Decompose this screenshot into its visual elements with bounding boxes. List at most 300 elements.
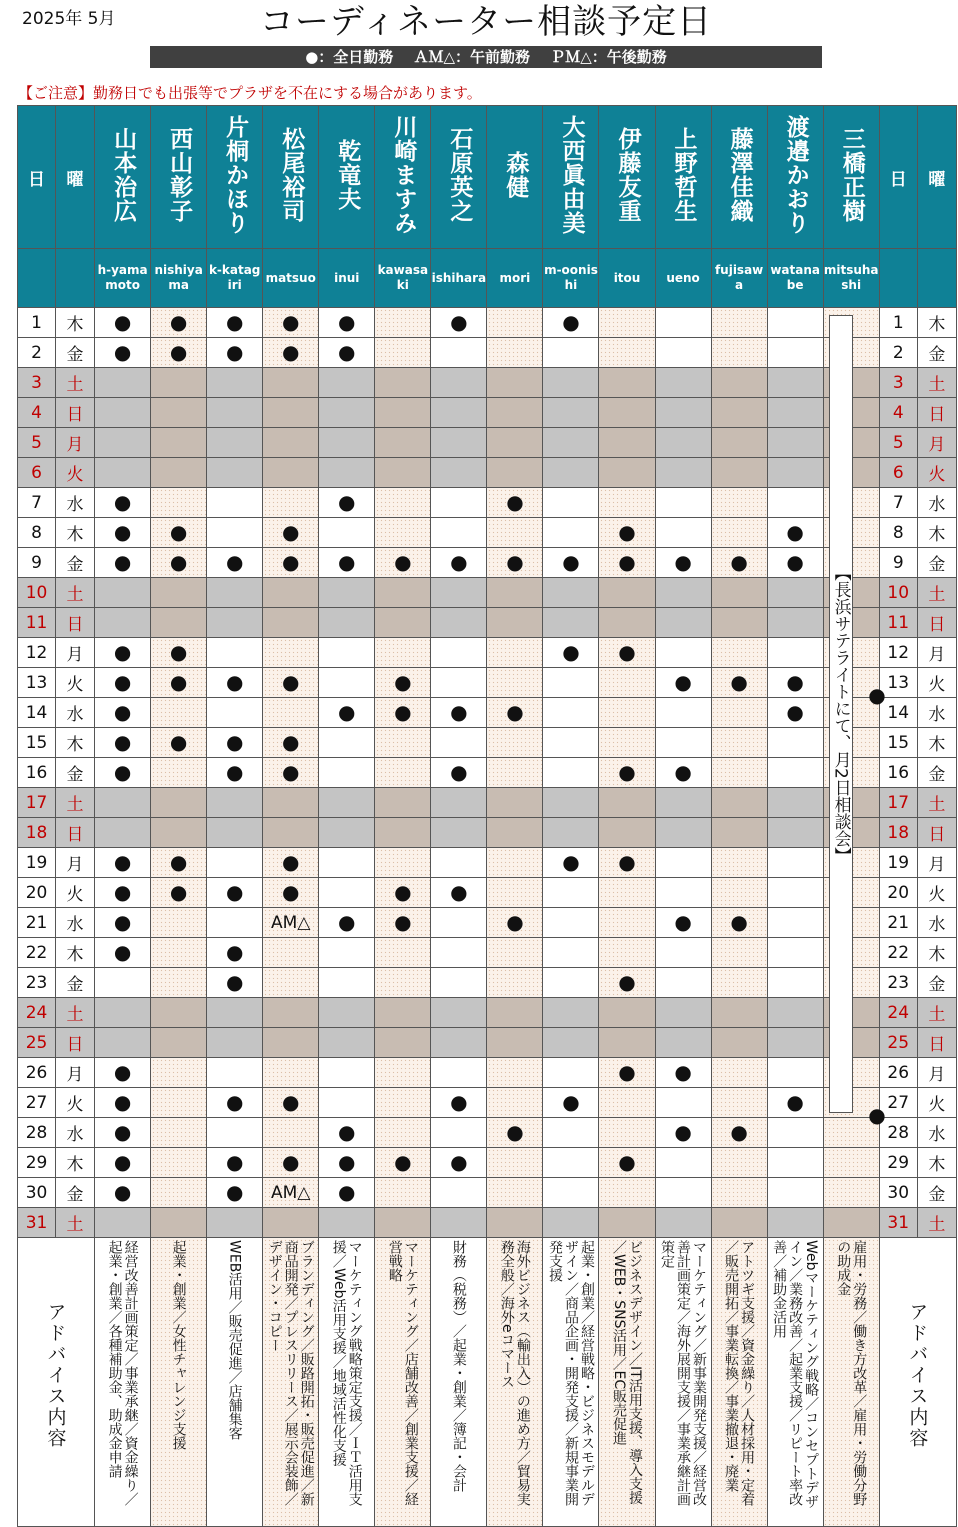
day-number-right: 18	[879, 818, 917, 848]
schedule-cell	[599, 578, 655, 608]
coordinator-name-header	[319, 106, 375, 249]
schedule-cell	[207, 1208, 263, 1238]
advice-text: 経営改善計画策定／事業承継／資金繰り／起業・創業／各種補助金、助成金申請	[95, 1238, 151, 1527]
schedule-cell	[263, 1148, 319, 1178]
schedule-cell	[319, 698, 375, 728]
schedule-cell	[823, 1178, 879, 1208]
weekday-right: 土	[917, 998, 956, 1028]
weekday: 水	[56, 698, 95, 728]
work-day-mark: ●	[113, 759, 132, 784]
schedule-cell	[95, 698, 151, 728]
weekday: 土	[56, 578, 95, 608]
schedule-cell	[95, 1028, 151, 1058]
work-day-mark: ●	[562, 1089, 580, 1114]
schedule-cell	[263, 1058, 319, 1088]
schedule-cell	[95, 878, 151, 908]
schedule-cell	[207, 1058, 263, 1088]
work-day-mark: ●	[169, 339, 188, 364]
day-number: 10	[18, 578, 56, 608]
day-number: 16	[18, 758, 56, 788]
schedule-cell	[655, 728, 711, 758]
weekday: 土	[56, 368, 95, 398]
schedule-cell	[487, 728, 543, 758]
work-day-mark: ●	[169, 849, 188, 874]
work-day-mark: ●	[674, 669, 692, 694]
schedule-cell	[599, 638, 655, 668]
schedule-cell	[599, 458, 655, 488]
schedule-cell	[95, 638, 151, 668]
schedule-cell	[543, 818, 599, 848]
day-row	[18, 698, 957, 728]
schedule-cell	[431, 848, 487, 878]
schedule-cell	[95, 668, 151, 698]
weekday-right: 日	[917, 1028, 956, 1058]
work-day-mark: ●	[113, 939, 132, 964]
schedule-cell	[599, 518, 655, 548]
schedule-cell	[207, 668, 263, 698]
coordinator-name-header	[207, 106, 263, 249]
schedule-cell	[375, 578, 431, 608]
schedule-cell	[263, 908, 319, 938]
schedule-cell	[767, 338, 823, 368]
weekday-right: 金	[917, 968, 956, 998]
work-day-mark: ●	[282, 549, 300, 574]
schedule-cell	[655, 518, 711, 548]
schedule-cell	[655, 818, 711, 848]
schedule-cell	[767, 308, 823, 338]
weekday-right: 火	[917, 458, 956, 488]
schedule-cell	[207, 608, 263, 638]
coordinator-id: ishihara	[431, 249, 487, 308]
weekday: 水	[56, 488, 95, 518]
day-number: 14	[18, 698, 56, 728]
schedule-cell	[711, 338, 767, 368]
weekday-right: 土	[917, 1208, 956, 1238]
schedule-cell	[207, 548, 263, 578]
schedule-cell	[207, 848, 263, 878]
schedule-cell	[319, 428, 375, 458]
work-day-mark: ●	[450, 1089, 468, 1114]
weekday-right: 水	[917, 488, 956, 518]
schedule-cell	[487, 968, 543, 998]
schedule-cell	[319, 938, 375, 968]
schedule-cell	[767, 638, 823, 668]
weekday: 火	[56, 1088, 95, 1118]
work-day-mark: ●	[113, 1119, 132, 1144]
schedule-cell	[599, 1088, 655, 1118]
schedule-cell	[95, 1208, 151, 1238]
day-row	[18, 938, 957, 968]
schedule-cell	[487, 338, 543, 368]
day-row	[18, 848, 957, 878]
coordinator-name-header	[711, 106, 767, 249]
schedule-cell	[207, 878, 263, 908]
weekday: 金	[56, 548, 95, 578]
coordinator-name-header	[767, 106, 823, 249]
schedule-cell	[655, 848, 711, 878]
schedule-cell	[375, 1118, 431, 1148]
schedule-cell	[767, 1058, 823, 1088]
work-day-mark: ●	[225, 759, 244, 784]
day-number-right: 28	[879, 1118, 917, 1148]
schedule-cell	[375, 488, 431, 518]
work-day-mark: ●	[282, 669, 300, 694]
schedule-cell	[95, 998, 151, 1028]
day-number-right: 5	[879, 428, 917, 458]
work-day-mark: ●	[338, 549, 356, 574]
schedule-cell	[95, 968, 151, 998]
day-number: 24	[18, 998, 56, 1028]
advice-text: ビジネスデザイン／IT活用支援、導入支援／WEB・SNS活用／EC販売促進	[599, 1238, 655, 1527]
schedule-cell	[375, 608, 431, 638]
schedule-cell	[655, 308, 711, 338]
schedule-cell	[151, 668, 207, 698]
schedule-cell	[319, 758, 375, 788]
day-row	[18, 368, 957, 398]
coordinator-name-header	[263, 106, 319, 249]
schedule-cell	[543, 1118, 599, 1148]
day-number-right: 20	[879, 878, 917, 908]
schedule-cell	[151, 848, 207, 878]
weekday-right: 火	[917, 668, 956, 698]
advice-text: 海外ビジネス（輸出入）の進め方／貿易実務全般／海外eコマース	[487, 1238, 543, 1527]
schedule-cell	[95, 758, 151, 788]
advice-label-right: アドバイス内容	[879, 1238, 956, 1527]
weekday-right: 土	[917, 368, 956, 398]
work-mark: AM△	[271, 1182, 311, 1203]
schedule-cell	[655, 578, 711, 608]
schedule-cell	[151, 488, 207, 518]
schedule-cell	[431, 488, 487, 518]
schedule-cell	[711, 758, 767, 788]
work-day-mark: ●	[506, 1119, 524, 1144]
day-row	[18, 878, 957, 908]
day-number-right: 25	[879, 1028, 917, 1058]
schedule-cell	[207, 488, 263, 518]
schedule-cell	[543, 1178, 599, 1208]
schedule-cell	[151, 458, 207, 488]
day-row	[18, 1208, 957, 1238]
coordinator-id: m-oonishi	[543, 249, 599, 308]
schedule-cell	[599, 938, 655, 968]
coordinator-id: itou	[599, 249, 655, 308]
schedule-cell	[375, 668, 431, 698]
schedule-cell	[263, 338, 319, 368]
schedule-cell	[599, 1178, 655, 1208]
schedule-cell	[599, 1118, 655, 1148]
schedule-cell	[375, 698, 431, 728]
schedule-cell	[431, 1118, 487, 1148]
schedule-cell	[207, 728, 263, 758]
schedule-cell	[767, 608, 823, 638]
day-row	[18, 728, 957, 758]
coordinator-name-header	[375, 106, 431, 249]
work-mark: AM△	[271, 912, 311, 933]
work-day-mark: ●	[618, 519, 636, 544]
weekday: 金	[56, 968, 95, 998]
weekday: 日	[56, 1028, 95, 1058]
schedule-cell	[431, 938, 487, 968]
weekday: 月	[56, 428, 95, 458]
day-row	[18, 338, 957, 368]
day-number: 7	[18, 488, 56, 518]
day-number: 11	[18, 608, 56, 638]
schedule-cell	[767, 938, 823, 968]
schedule-cell	[431, 908, 487, 938]
advice-text: Webマーケティング戦略／コンセプトデザイン／業務改善／起業支援／リピート率改善／補助金活用	[767, 1238, 823, 1527]
schedule-cell	[375, 968, 431, 998]
schedule-cell	[767, 1148, 823, 1178]
work-day-mark: ●	[113, 849, 132, 874]
advice-text: アトツギ支援／資金繰り／人材採用・定着／販売開拓／事業転換／事業撤退・廃業	[711, 1238, 767, 1527]
work-day-mark: ●	[730, 669, 748, 694]
schedule-cell	[95, 458, 151, 488]
work-day-mark: ●	[618, 969, 636, 994]
schedule-cell	[711, 1118, 767, 1148]
schedule-cell	[543, 698, 599, 728]
work-day-mark: ●	[450, 549, 468, 574]
schedule-cell	[767, 758, 823, 788]
schedule-cell	[207, 458, 263, 488]
day-number-right: 22	[879, 938, 917, 968]
work-day-mark: ●	[786, 549, 804, 574]
schedule-cell	[319, 1028, 375, 1058]
schedule-cell	[95, 818, 151, 848]
schedule-cell	[599, 608, 655, 638]
schedule-cell	[711, 908, 767, 938]
weekday-right: 木	[917, 1148, 956, 1178]
schedule-cell	[151, 1178, 207, 1208]
schedule-cell	[375, 1148, 431, 1178]
schedule-cell	[543, 758, 599, 788]
schedule-cell	[599, 728, 655, 758]
schedule-cell	[319, 968, 375, 998]
schedule-cell	[151, 1028, 207, 1058]
schedule-cell	[487, 908, 543, 938]
schedule-cell	[319, 338, 375, 368]
schedule-cell	[263, 998, 319, 1028]
schedule-cell	[543, 578, 599, 608]
schedule-cell	[599, 698, 655, 728]
schedule-cell	[263, 968, 319, 998]
weekday: 土	[56, 1208, 95, 1238]
schedule-cell	[263, 428, 319, 458]
schedule-cell	[431, 758, 487, 788]
schedule-cell	[319, 1118, 375, 1148]
advice-row	[18, 1238, 957, 1527]
schedule-cell	[207, 638, 263, 668]
day-number-right: 7	[879, 488, 917, 518]
schedule-cell	[431, 368, 487, 398]
schedule-cell	[599, 398, 655, 428]
day-number-right: 23	[879, 968, 917, 998]
weekday: 金	[56, 758, 95, 788]
schedule-cell	[263, 638, 319, 668]
schedule-cell	[151, 1148, 207, 1178]
schedule-cell	[319, 1088, 375, 1118]
schedule-cell	[263, 1028, 319, 1058]
schedule-cell	[711, 368, 767, 398]
schedule-cell	[151, 938, 207, 968]
weekday-right: 水	[917, 698, 956, 728]
day-number-right: 30	[879, 1178, 917, 1208]
work-day-mark: ●	[169, 729, 188, 754]
work-day-mark: ●	[730, 549, 748, 574]
schedule-cell	[487, 1148, 543, 1178]
schedule-cell	[95, 518, 151, 548]
schedule-cell	[767, 518, 823, 548]
day-row	[18, 818, 957, 848]
work-day-mark: ●	[562, 639, 580, 664]
work-day-mark: ●	[730, 909, 748, 934]
work-day-mark: ●	[282, 519, 300, 544]
work-day-mark: ●	[113, 549, 132, 574]
schedule-cell	[767, 1028, 823, 1058]
schedule-cell	[487, 518, 543, 548]
schedule-cell	[95, 608, 151, 638]
schedule-cell	[767, 548, 823, 578]
schedule-cell	[767, 1178, 823, 1208]
weekday: 日	[56, 398, 95, 428]
schedule-cell	[711, 428, 767, 458]
schedule-cell	[655, 758, 711, 788]
weekday: 日	[56, 818, 95, 848]
work-day-mark: ●	[225, 969, 244, 994]
schedule-cell	[599, 908, 655, 938]
schedule-cell	[655, 368, 711, 398]
schedule-cell	[599, 998, 655, 1028]
schedule-cell	[95, 428, 151, 458]
day-header-right: 日	[879, 106, 917, 249]
day-number: 3	[18, 368, 56, 398]
work-day-mark: ●	[169, 519, 188, 544]
coordinator-name-header	[823, 106, 879, 249]
schedule-cell	[655, 458, 711, 488]
schedule-cell	[655, 1058, 711, 1088]
day-row	[18, 758, 957, 788]
weekday-right: 金	[917, 1178, 956, 1208]
weekday: 木	[56, 518, 95, 548]
coordinator-name: 森健	[502, 151, 529, 199]
schedule-cell	[375, 848, 431, 878]
coordinator-name: 藤澤佳織	[726, 127, 753, 223]
coordinator-id: fujisawa	[711, 249, 767, 308]
schedule-cell	[263, 608, 319, 638]
schedule-cell	[375, 818, 431, 848]
schedule-cell	[151, 878, 207, 908]
day-row	[18, 908, 957, 938]
day-row	[18, 638, 957, 668]
schedule-cell	[543, 638, 599, 668]
schedule-cell	[599, 668, 655, 698]
schedule-cell	[431, 308, 487, 338]
coordinator-name: 上野哲生	[670, 127, 697, 223]
coordinator-name: 石原英之	[446, 127, 473, 223]
schedule-cell	[599, 428, 655, 458]
schedule-cell	[95, 548, 151, 578]
schedule-cell	[543, 908, 599, 938]
schedule-cell	[543, 968, 599, 998]
schedule-cell	[543, 728, 599, 758]
schedule-cell	[263, 668, 319, 698]
schedule-cell	[655, 1118, 711, 1148]
schedule-cell	[319, 1148, 375, 1178]
schedule-cell	[319, 548, 375, 578]
schedule-cell	[767, 488, 823, 518]
schedule-cell	[431, 728, 487, 758]
schedule-cell	[431, 1208, 487, 1238]
schedule-cell	[319, 398, 375, 428]
schedule-cell	[319, 608, 375, 638]
schedule-cell	[151, 1208, 207, 1238]
schedule-cell	[543, 458, 599, 488]
work-day-mark: ●	[674, 1119, 692, 1144]
work-day-mark: ●	[113, 1149, 132, 1174]
day-number: 2	[18, 338, 56, 368]
schedule-cell	[263, 728, 319, 758]
work-day-mark: ●	[868, 1102, 886, 1127]
work-day-mark: ●	[338, 489, 356, 514]
schedule-cell	[95, 938, 151, 968]
day-number-right: 29	[879, 1148, 917, 1178]
work-day-mark: ●	[338, 309, 356, 334]
schedule-cell	[207, 308, 263, 338]
coordinator-id: matsuo	[263, 249, 319, 308]
schedule-cell	[543, 338, 599, 368]
schedule-cell	[375, 338, 431, 368]
day-number: 13	[18, 668, 56, 698]
schedule-cell	[151, 908, 207, 938]
work-day-mark: ●	[506, 549, 524, 574]
schedule-cell	[543, 848, 599, 878]
weekday-right: 日	[917, 608, 956, 638]
coordinator-name: 山本治広	[110, 127, 137, 223]
day-row	[18, 1058, 957, 1088]
day-number-right: 1	[879, 308, 917, 338]
coordinator-name: 片桐かほり	[222, 115, 249, 235]
day-number-right: 8	[879, 518, 917, 548]
day-number: 17	[18, 788, 56, 818]
caution-note: 【ご注意】勤務日でも出張等でプラザを不在にする場合があります。	[18, 84, 482, 102]
schedule-cell	[207, 1178, 263, 1208]
day-number: 26	[18, 1058, 56, 1088]
schedule-cell	[375, 788, 431, 818]
schedule-cell	[487, 398, 543, 428]
schedule-cell	[711, 608, 767, 638]
day-number-right: 14	[879, 698, 917, 728]
work-day-mark: ●	[113, 699, 132, 724]
work-day-mark: ●	[113, 309, 132, 334]
day-number-right: 15	[879, 728, 917, 758]
advice-text: 起業・創業／女性チャレンジ支援	[151, 1238, 207, 1527]
schedule-cell	[151, 698, 207, 728]
schedule-cell	[599, 488, 655, 518]
day-number: 1	[18, 308, 56, 338]
schedule-cell	[263, 578, 319, 608]
weekday: 木	[56, 938, 95, 968]
schedule-cell	[543, 428, 599, 458]
work-day-mark: ●	[506, 909, 524, 934]
schedule-cell	[487, 308, 543, 338]
schedule-cell	[487, 638, 543, 668]
day-number-right: 2	[879, 338, 917, 368]
work-day-mark: ●	[730, 1119, 748, 1144]
legend-bar: ●：全日勤務 ＡＭ△：午前勤務 ＰＭ△：午後勤務	[150, 46, 822, 68]
schedule-cell	[375, 878, 431, 908]
schedule-cell	[543, 608, 599, 638]
weekday: 月	[56, 1058, 95, 1088]
schedule-cell	[375, 1058, 431, 1088]
